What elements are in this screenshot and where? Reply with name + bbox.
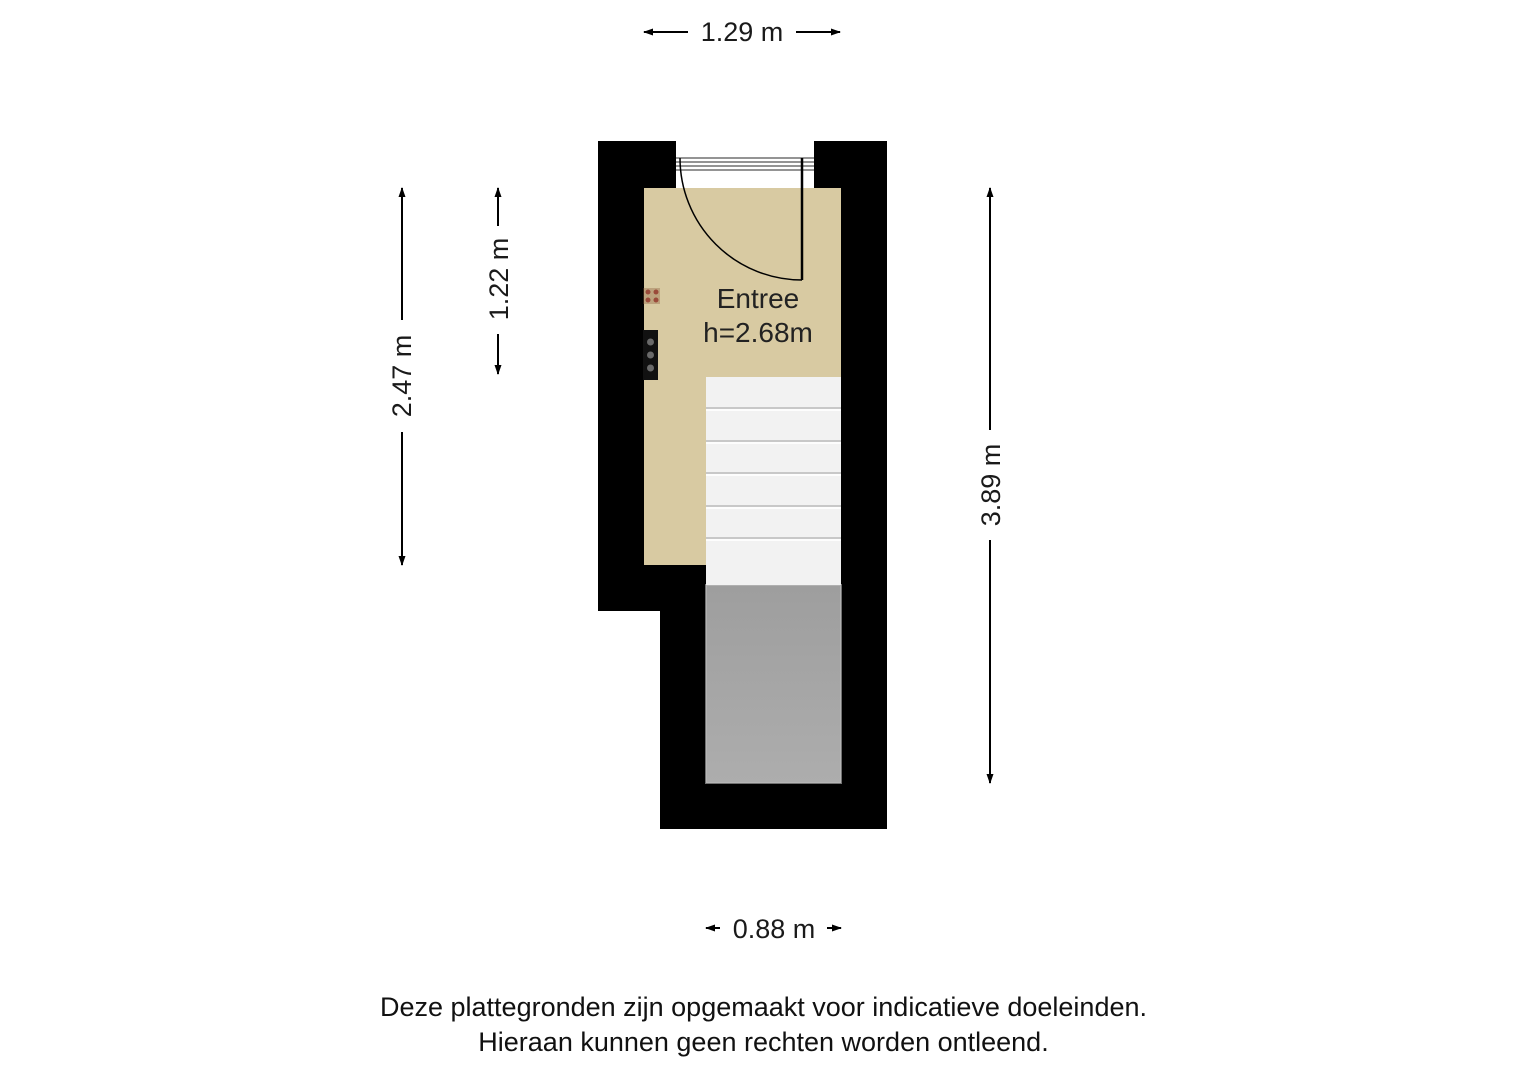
dimension-top-width [644, 17, 840, 47]
room-height: h=2.68m [703, 317, 813, 348]
dimension-label-right: 3.89 m [976, 443, 1006, 527]
dimension-left-inner [484, 188, 514, 374]
disclaimer-line-2: Hieraan kunnen geen rechten worden ontleend. [478, 1027, 1049, 1057]
dimension-label-left-inner: 1.22 m [484, 237, 514, 321]
room-name: Entree [716, 283, 800, 314]
dimension-right-total [976, 188, 1006, 783]
staircase [706, 377, 841, 585]
disclaimer-line-1: Deze plattegronden zijn opgemaakt voor indicatieve doeleinden. [379, 992, 1147, 1022]
dimension-bottom-width [706, 914, 841, 944]
meter-fixture [643, 288, 660, 304]
window-opening [676, 141, 814, 188]
dimension-left-outer [387, 188, 417, 565]
dimension-label-left-outer: 2.47 m [387, 334, 417, 418]
electric-panel [643, 330, 658, 380]
dimension-label-bottom: 0.88 m [732, 914, 816, 944]
dimension-label-top: 1.29 m [700, 17, 784, 47]
stairwell-void [706, 585, 841, 783]
